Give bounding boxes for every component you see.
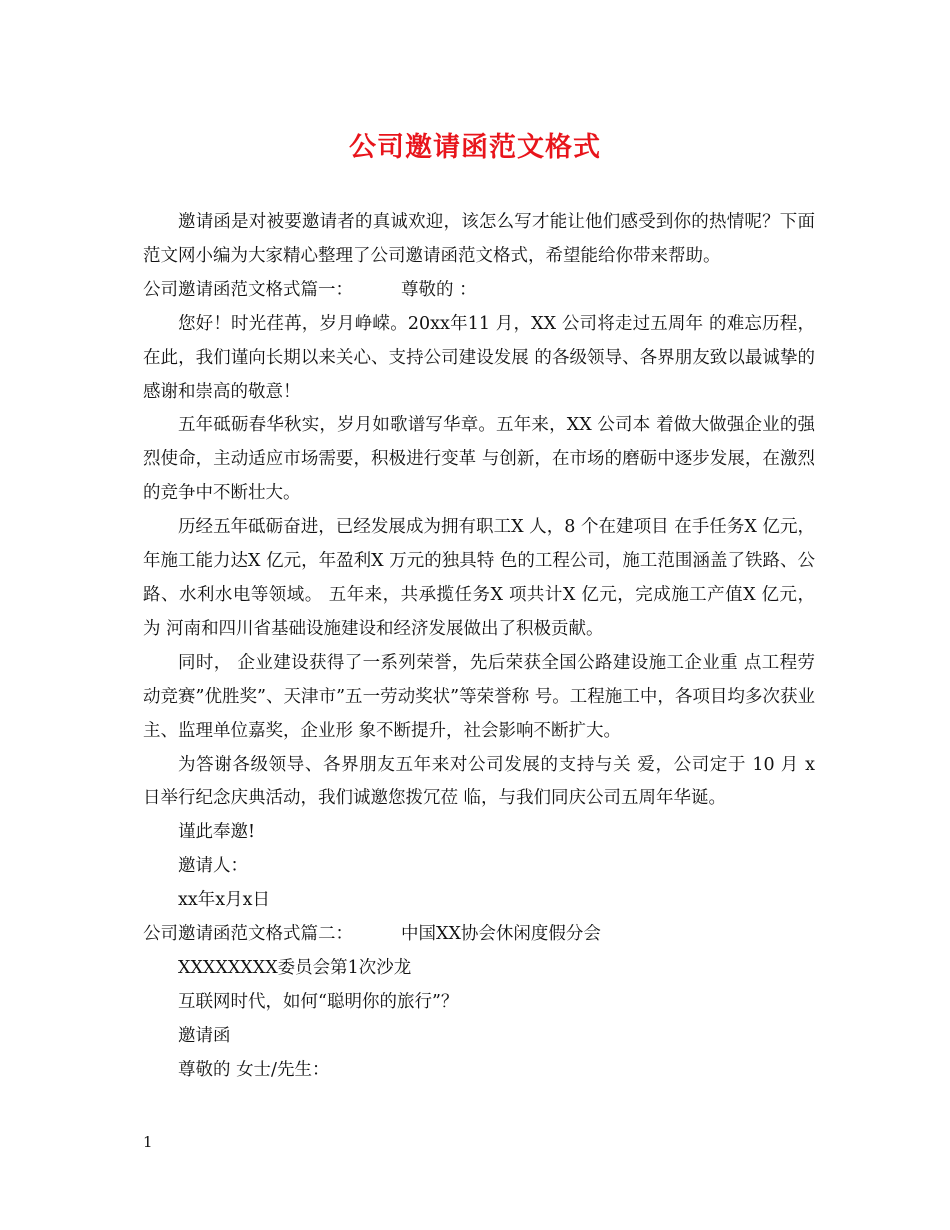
page-number: 1 — [143, 1133, 153, 1151]
section2-organizer: 中国XX协会休闲度假分会 — [401, 924, 601, 945]
section1-paragraph: 历经五年砥砺奋进，已经发展成为拥有职工X 人，8 个在建项目 在手任务X 亿元，年施工能力达X 亿元，年盈利X 万元的独具特 色的工程公司，施工范围涵盖了铁路、公路、水利水电等领域。 五年来，共承揽任务X 项共计X 亿元，完成施工产值X 亿元，为 河南和四川省基础设施建设和经济发展做出了积极贡献。 — [143, 517, 815, 639]
section1-paragraph: 为答谢各级领导、各界朋友五年来对公司发展的支持与关 爱，公司定于 10 月 x 日举行纪念庆典活动，我们诚邀您拨冗莅 临，与我们同庆公司五周年华诞。 — [143, 754, 815, 809]
closing-line: 谨此奉邀! — [178, 822, 256, 843]
section1-salutation: 尊敬的 ： — [401, 279, 477, 300]
document-body — [143, 206, 815, 1088]
document-title: 公司邀请函范文格式 — [349, 132, 601, 163]
section2-paragraph: 互联网时代，如何“聪明你的旅行”？ — [178, 991, 459, 1012]
section1-heading: 公司邀请函范文格式篇一： — [143, 279, 353, 300]
inviter-line: 邀请人： — [178, 856, 248, 877]
section1-paragraph: 您好！时光荏苒，岁月峥嵘。20xx年11 月，XX 公司将走过五周年 的难忘历程，在此，我们谨向长期以来关心、支持公司建设发展 的各级领导、各界朋友致以最诚挚的感谢和崇高的敬意！ — [143, 313, 815, 402]
section2-paragraph: 尊敬的 女士/先生： — [178, 1059, 330, 1080]
date-line: xx年x月x日 — [178, 890, 270, 911]
intro-paragraph: 邀请函是对被要邀请者的真诚欢迎，该怎么写才能让他们感受到你的热情呢？下面范文网小编为大家精心整理了公司邀请函范文格式，希望能给你带来帮助。 — [143, 212, 815, 266]
section2-paragraph: XXXXXXXX委员会第1次沙龙 — [178, 957, 412, 978]
section2-heading: 公司邀请函范文格式篇二： — [143, 924, 353, 945]
section1-heading-line — [143, 274, 815, 308]
section1-paragraph: 五年砥砺春华秋实，岁月如歌谱写华章。五年来，XX 公司本 着做大做强企业的强烈使命，主动适应市场需要，积极进行变革 与创新，在市场的磨砺中逐步发展，在激烈的竞争中不断壮大。 — [143, 415, 815, 504]
section2-heading-line — [143, 918, 815, 952]
section2-paragraph: 邀请函 — [178, 1025, 231, 1046]
section1-paragraph: 同时， 企业建设获得了一系列荣誉，先后荣获全国公路建设施工企业重 点工程劳动竞赛”优胜奖”、天津市”五一劳动奖状”等荣誉称 号。工程施工中，各项目均多次获业主、监理单位嘉奖，企业形 象不断提升，社会影响不断扩大。 — [143, 652, 815, 741]
